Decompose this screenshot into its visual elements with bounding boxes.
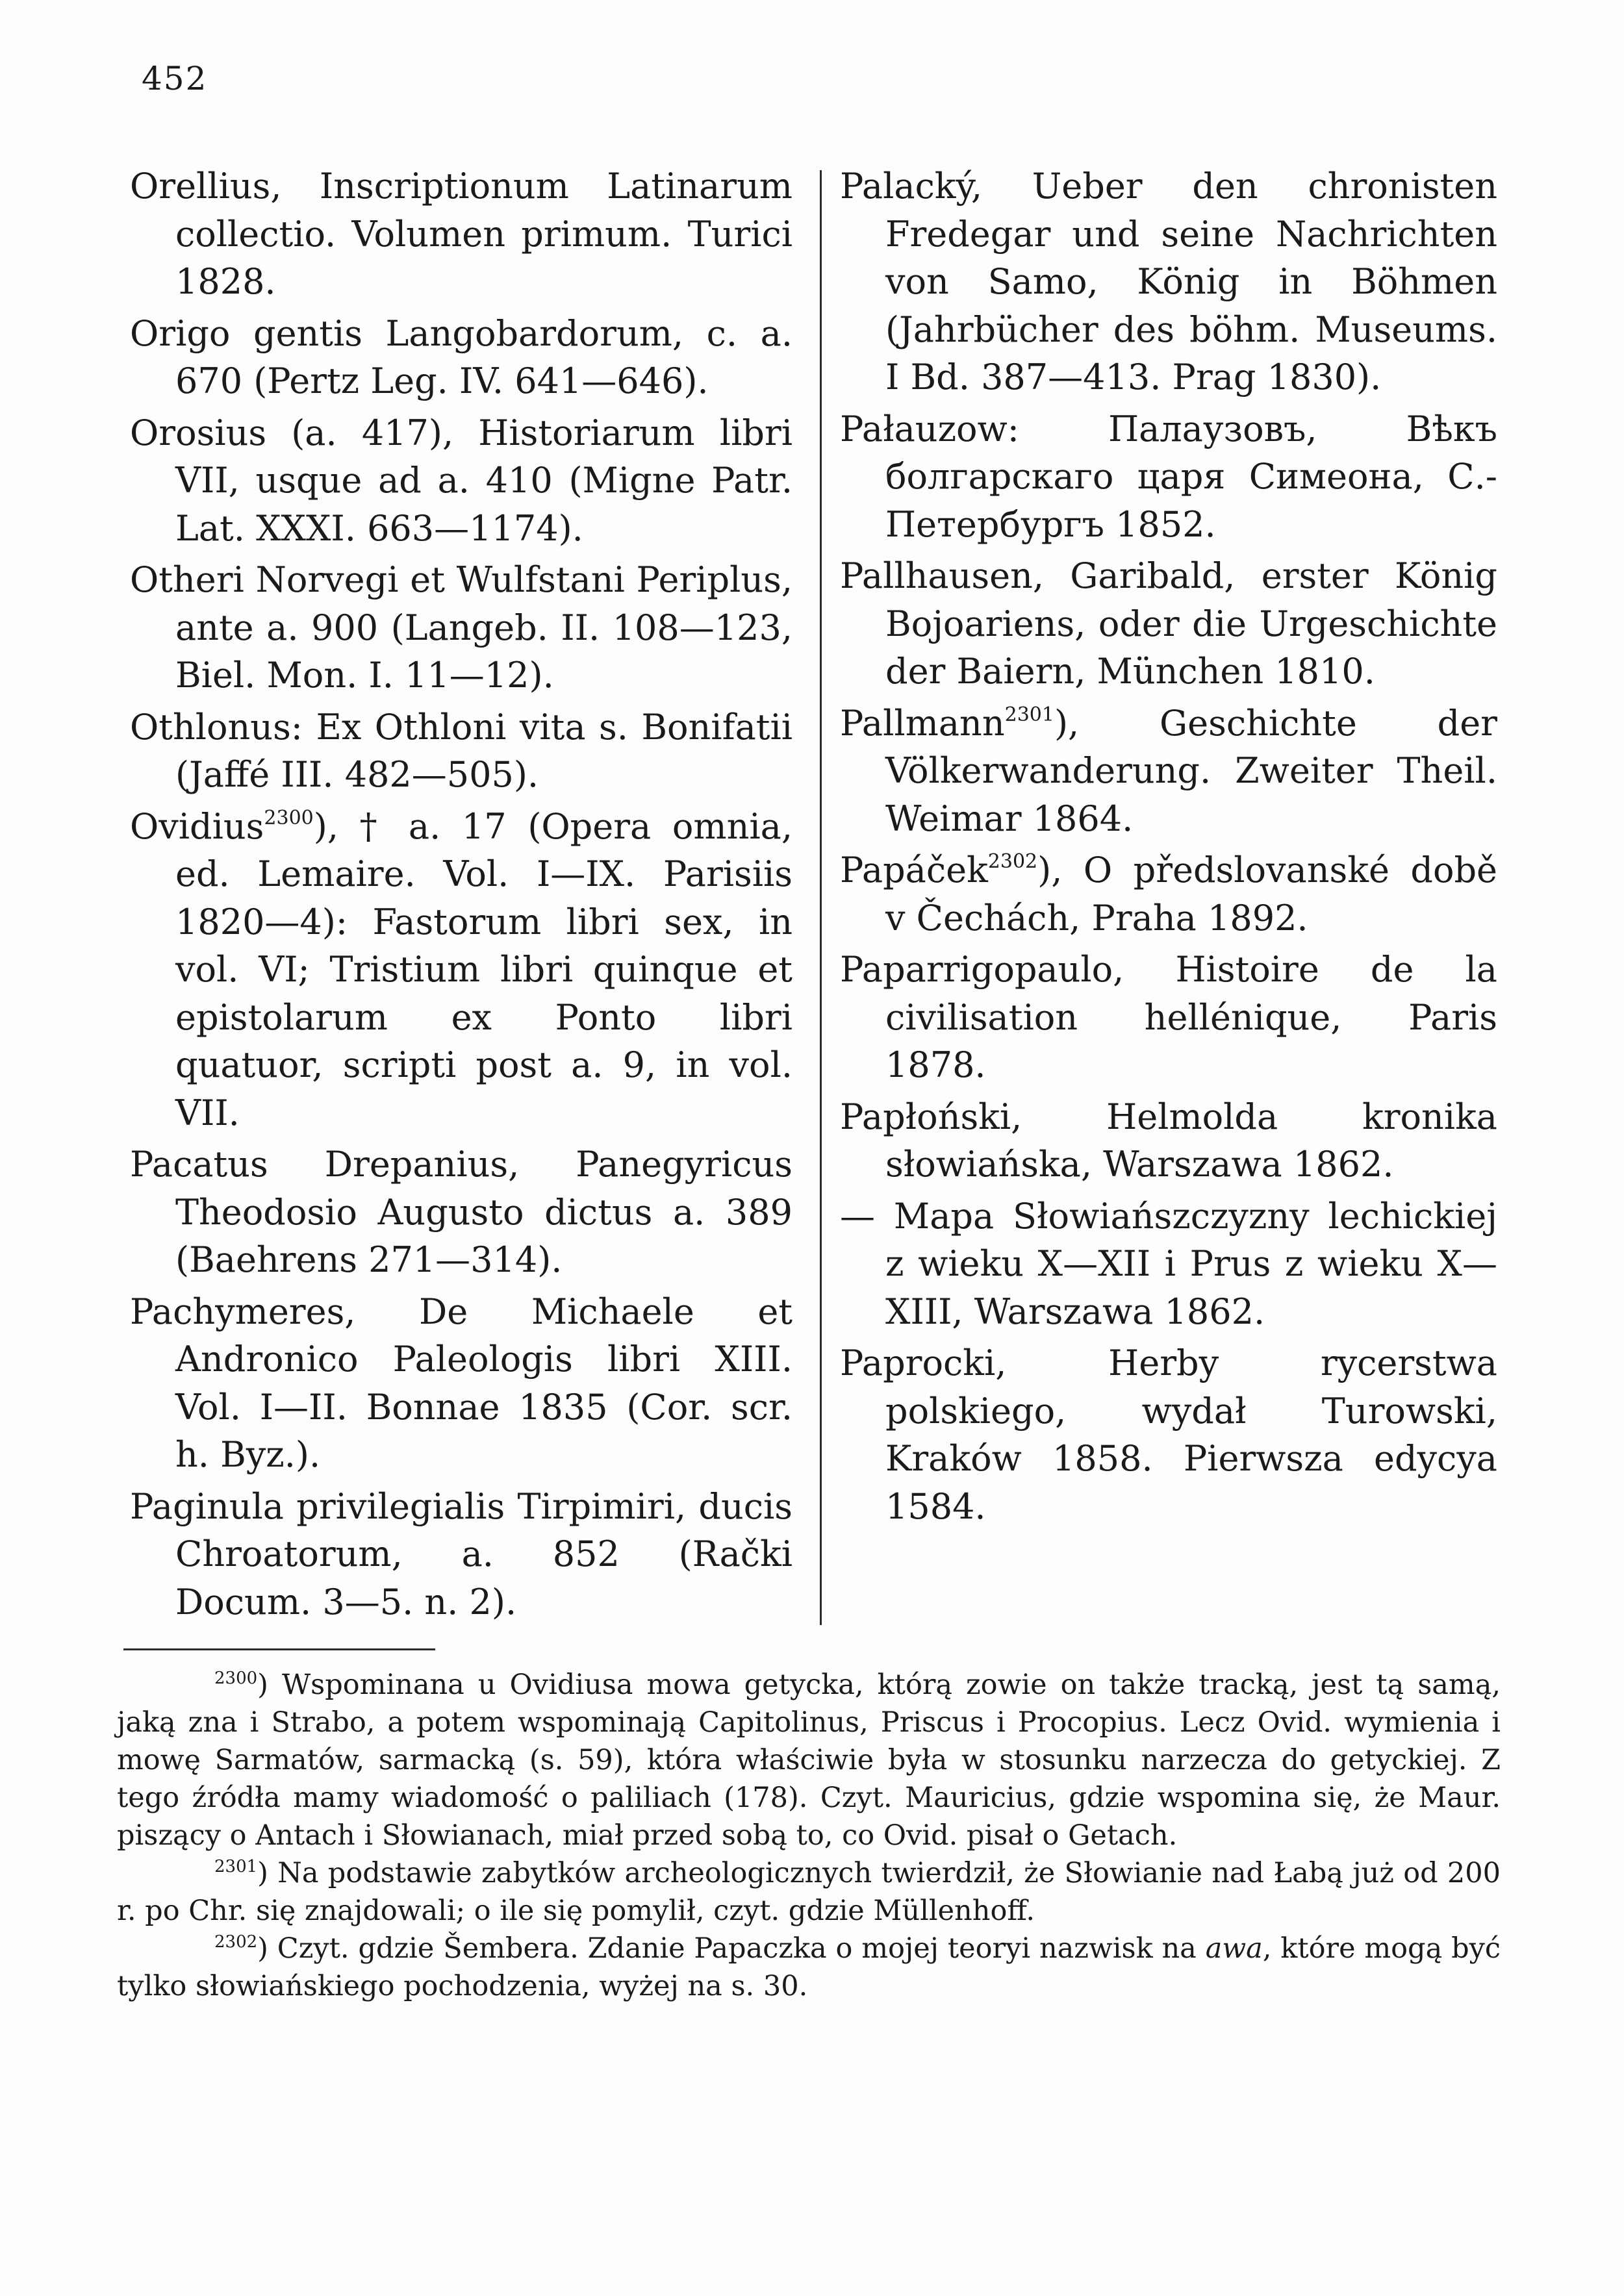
bibliography-entry: Papłoński, Helmolda kronika słowiańska, Warszawa 1862. [840,1096,1497,1185]
footnote-text: ) Czyt. gdzie Šembera. Zdanie Papaczka o mojej teoryi nazwisk na [257,1932,1206,1965]
footnote-italic: awa [1205,1932,1263,1965]
footnote-2301 [117,1854,1501,1930]
bibliography-entry: Orosius (a. 417), Historiarum libri VII, usque ad a. 410 (Migne Patr. Lat. XXXI. 663—1174). [130,412,793,549]
bibliography-entry [840,846,1497,942]
footnote-ref-2300: 2300 [264,806,314,829]
bibliography-entry: Othlonus: Ex Othloni vita s. Bonifatii (Jaffé III. 482—505). [130,706,793,795]
footnote-text: ) Na podstawie zabytków archeologicznych twierdził, że Słowianie nad Łabą już od 200 r. po Chr. się znajdowali; o ile się pomylił, czyt. gdzie Müllenhoff. [117,1857,1501,1927]
footnote-text: ) Wspominana u Ovidiusa mowa getycka, którą zowie on także tracką, jest tą samą, jaką zna i Strabo, a potem wspominają Capitolinus, Priscus i Procopius. Lecz Ovid. wymienia i mowę Sarmatów, sarmacką (s. 59), która właściwie była w stosunku narzecza do getyckiej. Z tego źródła mamy wiadomość o paliliach (178). Czyt. Mauricius, gdzie wspomina się, że Maur. piszący o Antach i Słowianach, miał przed sobą to, co Ovid. pisał o Getach. [117,1669,1501,1852]
entry-text: ), Geschichte der Völkerwanderung. Zweiter Theil. Weimar 1864. [885,702,1497,839]
bibliography-entry: Pachymeres, De Michaele et Andronico Paleologis libri XIII. Vol. I—II. Bonnae 1835 (Cor. scr. h. Byz.). [130,1291,793,1475]
bibliography-entry: Paprocki, Herby rycerstwa polskiego, wydał Turowski, Kraków 1858. Pierwsza edycya 1584. [840,1343,1497,1527]
bibliography-entry: Pacatus Drepanius, Panegyricus Theodosio Augusto dictus a. 389 (Baehrens 271—314). [130,1144,793,1280]
footnote-text-tail: , które mogą być tylko słowiańskiego pochodzenia, wyżej na s. 30. [117,1932,1501,2002]
entry-text: ), † a. 17 (Opera omnia, ed. Lemaire. Vol. I—IX. Parisiis 1820—4): Fastorum libri sex, in vol. VI; Tristium libri quinque et epistolarum ex Ponto libri quatuor, scripti post a. 9, in vol. VII. [175,805,793,1133]
bibliography-entry: Paginula privilegialis Tirpimiri, ducis Chroatorum, a. 852 (Rački Docum. 3—5. n. 2). [130,1485,793,1622]
footnote-ref-2301: 2301 [1004,703,1054,726]
footnote-2300 [117,1666,1501,1854]
footnote-number: 2301 [214,1857,258,1876]
bibliography-entry: Orellius, Inscriptionum Latinarum collectio. Volumen primum. Turici 1828. [130,166,793,302]
footnotes [117,1666,1501,2005]
page-number: 452 [142,60,208,97]
bibliography-entry: Paparrigopaulo, Histoire de la civilisation hellénique, Paris 1878. [840,949,1497,1085]
left-column [130,162,793,1630]
bibliography-entry: Palacký, Ueber den chronisten Fredegar und seine Nachrichten von Samo, König in Böhmen (Jahrbücher des böhm. Museums. I Bd. 387—413. Prag 1830). [840,166,1497,397]
footnote-2302 [117,1930,1501,2005]
bibliography-entry: Origo gentis Langobardorum, c. a. 670 (Pertz Leg. IV. 641—646). [130,312,793,401]
column-divider [820,170,822,1625]
right-column [840,162,1497,1534]
bibliography-entry [130,803,793,1137]
bibliography-entry: Otheri Norvegi et Wulfstani Periplus, ante a. 900 (Langeb. II. 108—123, Biel. Mon. I. 11—12). [130,559,793,696]
entry-name: Pallmann [840,702,1005,744]
entry-name: Papáček [840,850,988,890]
bibliography-entry [840,700,1497,843]
footnote-number: 2302 [214,1932,258,1952]
footnote-rule [123,1648,435,1650]
entry-name: Ovidius [130,805,264,847]
bibliography-entry: Pallhausen, Garibald, erster König Bojoariens, oder die Urgeschichte der Baiern, München 1810. [840,555,1497,692]
entry-text: ), O předslovanské době v Čechách, Praha 1892. [885,850,1497,939]
footnote-ref-2302: 2302 [987,850,1038,873]
bibliography-entry: — Mapa Słowiańszczyzny lechickiej z wieku X—XII i Prus z wieku X—XIII, Warszawa 1862. [840,1195,1497,1332]
bibliography-entry: Pałauzow: Палаузовъ, Вѣкъ болгарскаго царя Симеона, С.-Петербургъ 1852. [840,408,1497,545]
footnote-number: 2300 [214,1669,258,1688]
